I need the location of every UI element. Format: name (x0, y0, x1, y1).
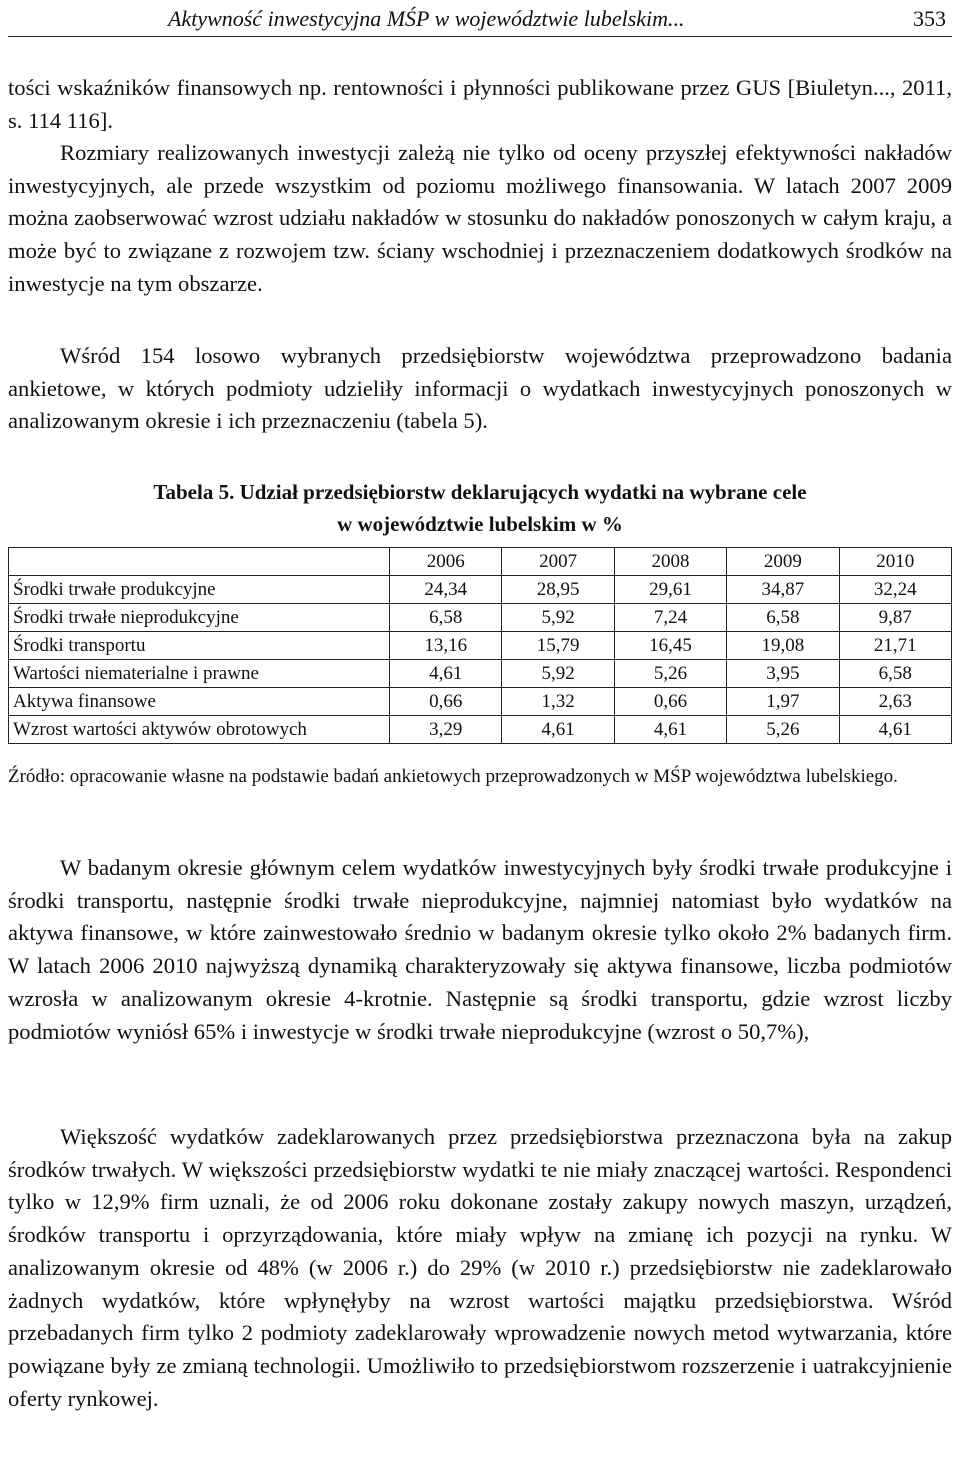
data-table (8, 547, 952, 744)
table-row (9, 716, 952, 744)
table-caption (8, 476, 952, 540)
row-label: Wartości niematerialne i prawne (9, 660, 390, 688)
table-cell: 6,58 (727, 604, 839, 632)
row-label: Aktywa finansowe (9, 688, 390, 716)
year-header: 2008 (614, 548, 726, 576)
table-cell: 34,87 (727, 576, 839, 604)
row-label: Wzrost wartości aktywów obrotowych (9, 716, 390, 744)
table-row (9, 632, 952, 660)
table-cell: 4,61 (614, 716, 726, 744)
table-cell: 5,92 (502, 660, 614, 688)
table-caption-line-2: w województwie lubelskim w % (337, 512, 623, 536)
year-header: 2007 (502, 548, 614, 576)
table-cell: 13,16 (390, 632, 502, 660)
table-cell: 3,95 (727, 660, 839, 688)
year-header: 2010 (839, 548, 951, 576)
year-header: 2009 (727, 548, 839, 576)
row-label: Środki trwałe nieprodukcyjne (9, 604, 390, 632)
table-cell: 24,34 (390, 576, 502, 604)
paragraph-4: W badanym okresie głównym celem wydatków inwestycyjnych były środki trwałe produkcyjne i środki transportu, następnie środki trwałe nieprodukcyjne, najmniej natomiast było wydatków na aktywa finansowe, w które zainwestowało średnio w badanym okresie tylko około 2% badanych firm. W latach 2006 2010 najwyższą dynamiką charakteryzowały się aktywa finansowe, liczba podmiotów wzrosła w analizowanym okresie 4-krotnie. Następnie są środki transportu, gdzie wzrost liczby podmiotów wyniósł 65% i inwestycje w środki trwałe nieprodukcyjne (wzrost o 50,7%), (8, 855, 952, 1044)
table-cell: 28,95 (502, 576, 614, 604)
table-cell: 6,58 (839, 660, 951, 688)
table-caption-line-1: Tabela 5. Udział przedsiębiorstw deklarujących wydatki na wybrane cele (153, 480, 807, 504)
year-header: 2006 (390, 548, 502, 576)
table-cell: 1,97 (727, 688, 839, 716)
table-cell: 5,92 (502, 604, 614, 632)
table-row (9, 576, 952, 604)
page-number: 353 (913, 6, 946, 31)
table-header-row (9, 548, 952, 576)
paragraph-2: Rozmiary realizowanych inwestycji zależą nie tylko od oceny przyszłej efektywności nakładów inwestycyjnych, ale przede wszystkim od poziomu możliwego finansowania. W latach 2007 2009 można zaobserwować wzrost udziału nakładów w stosunku do nakładów ponoszonych w całym kraju, a może być to związane z rozwojem tzw. ściany wschodniej i przeznaczeniem dodatkowych środków na inwestycje na tym obszarze. (8, 140, 952, 296)
running-header (8, 0, 952, 37)
table-row (9, 688, 952, 716)
table-cell: 5,26 (727, 716, 839, 744)
table-cell: 4,61 (839, 716, 951, 744)
paragraph-5: Większość wydatków zadeklarowanych przez przedsiębiorstwa przeznaczona była na zakup środków trwałych. W większości przedsiębiorstw wydatki te nie miały znaczącej wartości. Respondenci tylko w 12,9% firm uznali, że od 2006 roku dokonane zostały zakupy nowych maszyn, urządzeń, środków transportu i oprzyrządowania, które miały wpływ na zmianę ich pozycji na rynku. W analizowanym okresie od 48% (w 2006 r.) do 29% (w 2010 r.) przedsiębiorstw nie zadeklarowało żadnych wydatków, które wpłynęłyby na wzrost wartości majątku przedsiębiorstwa. Wśród przebadanych firm tylko 2 podmioty zadeklarowały wprowadzenie nowych metod wytwarzania, które powiązane były ze zmianą technologii. Umożliwiło to przedsiębiorstwom rozszerzenie i uatrakcyjnienie oferty rynkowej. (8, 1124, 952, 1411)
table-cell: 5,26 (614, 660, 726, 688)
table-cell: 1,32 (502, 688, 614, 716)
table-cell: 16,45 (614, 632, 726, 660)
table-cell: 2,63 (839, 688, 951, 716)
table-cell: 21,71 (839, 632, 951, 660)
paragraph-1: tości wskaźników finansowych np. rentowności i płynności publikowane przez GUS [Biuletyn..., 2011, s. 114 116]. (8, 75, 952, 133)
table-cell: 7,24 (614, 604, 726, 632)
row-label: Środki transportu (9, 632, 390, 660)
table-cell: 3,29 (390, 716, 502, 744)
table-row (9, 604, 952, 632)
table-cell: 19,08 (727, 632, 839, 660)
table-cell: 4,61 (502, 716, 614, 744)
table-corner-cell (9, 548, 390, 576)
table-cell: 0,66 (614, 688, 726, 716)
table-cell: 6,58 (390, 604, 502, 632)
table-cell: 9,87 (839, 604, 951, 632)
table-cell: 32,24 (839, 576, 951, 604)
table-cell: 4,61 (390, 660, 502, 688)
table-cell: 29,61 (614, 576, 726, 604)
running-title: Aktywność inwestycyjna MŚP w województwie lubelskim... (168, 6, 685, 31)
table-cell: 0,66 (390, 688, 502, 716)
table-row (9, 660, 952, 688)
table-source-note: Źródło: opracowanie własne na podstawie badań ankietowych przeprowadzonych w MŚP województwa lubelskiego. (8, 766, 898, 787)
row-label: Środki trwałe produkcyjne (9, 576, 390, 604)
table-cell: 15,79 (502, 632, 614, 660)
paragraph-3: Wśród 154 losowo wybranych przedsiębiorstw województwa przeprowadzono badania ankietowe, w których podmioty udzieliły informacji o wydatkach inwestycyjnych ponoszonych w analizowanym okresie i ich przeznaczeniu (tabela 5). (8, 343, 952, 434)
